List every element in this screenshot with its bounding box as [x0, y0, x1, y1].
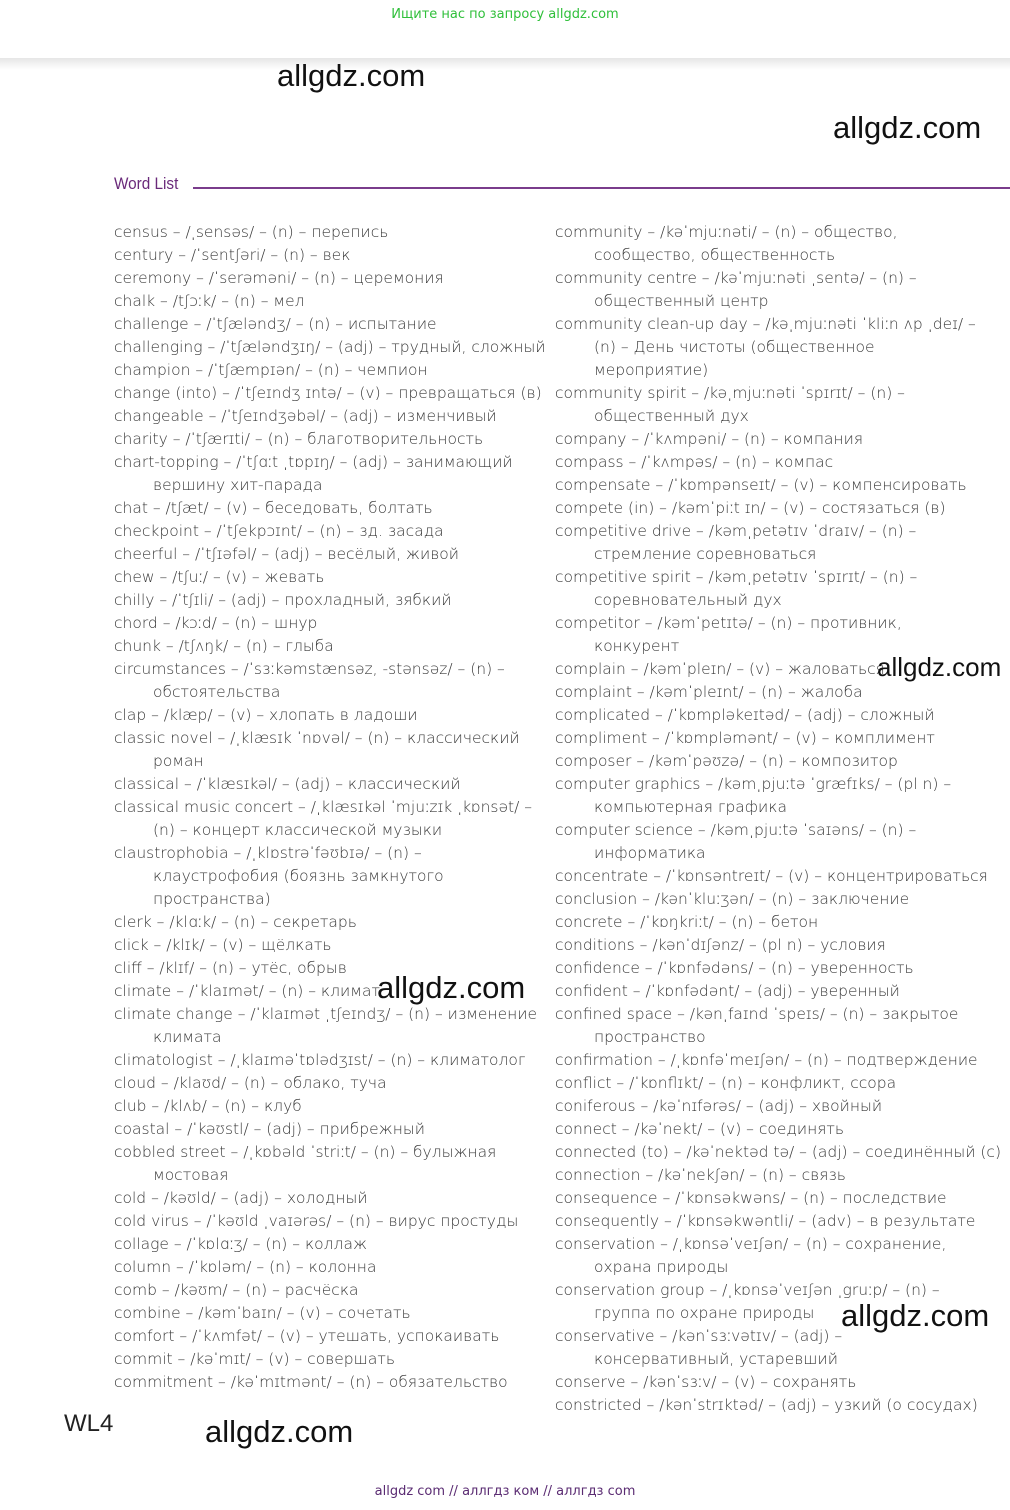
entry-line: community spirit – /kəˌmjuːnəti ˈspɪrɪt/ – (n) –: [555, 384, 905, 402]
word-entry: [555, 267, 985, 313]
entry-continuation: сообщество, общественность: [594, 246, 836, 264]
word-entry: [555, 750, 985, 773]
word-list-left-column: [114, 221, 546, 1394]
entry-line: consequence – /ˈkɒnsəkwəns/ – (n) – последствие: [555, 1189, 947, 1207]
entry-line: confirmation – /ˌkɒnfəˈmeɪʃən/ – (n) – подтверждение: [555, 1051, 978, 1069]
entry-line: confidence – /ˈkɒnfədəns/ – (n) – уверенность: [555, 959, 914, 977]
word-entry: [555, 1072, 985, 1095]
word-entry: [555, 1049, 985, 1072]
entry-line: club – /klʌb/ – (n) – клуб: [114, 1097, 302, 1115]
entry-line: circumstances – /ˈsɜːkəmstænsəz, -stənsəz/ – (n) –: [114, 660, 505, 678]
word-entry: [114, 290, 524, 313]
word-entry: [114, 796, 532, 842]
entry-line: charity – /ˈtʃærɪti/ – (n) – благотворительность: [114, 430, 484, 448]
word-entry: [114, 359, 524, 382]
entry-line: chew – /tʃuː/ – (v) – жевать: [114, 568, 325, 586]
entry-line: connected (to) – /kəˈnektəd tə/ – (adj) – соединённый (с): [555, 1143, 1001, 1161]
entry-line: column – /ˈkɒləm/ – (n) – колонна: [114, 1258, 377, 1276]
entry-line: century – /ˈsentʃəri/ – (n) – век: [114, 246, 351, 264]
entry-line: claustrophobia – /ˌklɒstrəˈfəʊbɪə/ – (n) –: [114, 844, 422, 862]
section-rule: [193, 187, 1010, 189]
word-entry: [555, 888, 985, 911]
word-entry: [114, 934, 524, 957]
section-title: Word List: [114, 174, 179, 193]
entry-continuation: пространства): [153, 890, 271, 908]
word-entry: [114, 1118, 524, 1141]
word-entry: [114, 1302, 524, 1325]
entry-continuation: обстоятельства: [153, 683, 281, 701]
entry-continuation: соревновательный дух: [594, 591, 782, 609]
entry-continuation: (n) – концерт классической музыки: [153, 821, 443, 839]
word-entry: [555, 773, 985, 819]
word-entry: [114, 1348, 524, 1371]
word-entry: [555, 382, 985, 428]
watermark: allgdz.com: [205, 1414, 354, 1449]
entry-line: change (into) – /ˈtʃeɪndʒ ɪntə/ – (v) – превращаться (в): [114, 384, 542, 402]
entry-line: compete (in) – /kəmˈpiːt ɪn/ – (v) – состязаться (в): [555, 499, 946, 517]
word-entry: [555, 1187, 985, 1210]
word-entry: [114, 1256, 524, 1279]
entry-line: conserve – /kənˈsɜːv/ – (v) – сохранять: [555, 1373, 857, 1391]
word-entry: [114, 773, 524, 796]
entry-continuation: группа по охране природы: [594, 1304, 815, 1322]
word-entry: [114, 520, 524, 543]
word-entry: [555, 1164, 985, 1187]
entry-line: cold virus – /ˈkəʊld ˌvaɪərəs/ – (n) – вирус простуды: [114, 1212, 519, 1230]
word-entry: [114, 589, 524, 612]
word-entry: [555, 727, 985, 750]
entry-line: clerk – /klɑːk/ – (n) – секретарь: [114, 913, 357, 931]
entry-line: challenge – /ˈtʃæləndʒ/ – (n) – испытание: [114, 315, 437, 333]
entry-line: conservation – /ˌkɒnsəˈveɪʃən/ – (n) – сохранение,: [555, 1235, 947, 1253]
word-entry: [114, 842, 524, 911]
entry-line: chunk – /tʃʌŋk/ – (n) – глыба: [114, 637, 334, 655]
word-entry: [114, 336, 546, 359]
entry-line: concentrate – /ˈkɒnsəntreɪt/ – (v) – концентрироваться: [555, 867, 988, 885]
entry-line: conservative – /kənˈsɜːvətɪv/ – (adj) –: [555, 1327, 843, 1345]
entry-line: compensate – /ˈkɒmpənseɪt/ – (v) – компенсировать: [555, 476, 967, 494]
word-entry: [114, 451, 524, 497]
entry-line: complicated – /ˈkɒmpləkeɪtəd/ – (adj) – сложный: [555, 706, 935, 724]
watermark: allgdz.com: [877, 652, 1002, 682]
word-entry: [555, 1210, 985, 1233]
entry-line: census – /ˌsensəs/ – (n) – перепись: [114, 223, 389, 241]
entry-continuation: консервативный, устаревший: [594, 1350, 838, 1368]
word-entry: [114, 1072, 524, 1095]
watermark: allgdz.com: [841, 1298, 990, 1333]
word-entry: [114, 221, 524, 244]
entry-line: cold – /kəʊld/ – (adj) – холодный: [114, 1189, 368, 1207]
entry-line: connection – /kəˈnekʃən/ – (n) – связь: [555, 1166, 846, 1184]
entry-line: champion – /ˈtʃæmpɪən/ – (n) – чемпион: [114, 361, 428, 379]
entry-line: community – /kəˈmjuːnəti/ – (n) – общество,: [555, 223, 898, 241]
footer-links[interactable]: allgdz com // аллгдз ком // аллгдз com: [374, 1484, 636, 1499]
entry-continuation: общественный центр: [594, 292, 769, 310]
entry-line: connect – /kəˈnekt/ – (v) – соединять: [555, 1120, 845, 1138]
word-entry: [555, 911, 985, 934]
word-entry: [555, 1003, 985, 1049]
entry-continuation: мостовая: [153, 1166, 229, 1184]
word-entry: [555, 980, 985, 1003]
entry-line: coniferous – /kəˈnɪfərəs/ – (adj) – хвойный: [555, 1097, 883, 1115]
entry-line: computer science – /kəmˌpjuːtə ˈsaɪəns/ – (n) –: [555, 821, 917, 839]
entry-continuation: роман: [153, 752, 204, 770]
word-entry: [114, 635, 524, 658]
word-entry: [114, 428, 524, 451]
entry-line: cloud – /klaʊd/ – (n) – облако, туча: [114, 1074, 387, 1092]
entry-continuation: компьютерная графика: [594, 798, 787, 816]
entry-continuation: климата: [153, 1028, 222, 1046]
entry-continuation: охрана природы: [594, 1258, 729, 1276]
word-entry: [114, 313, 524, 336]
word-entry: [555, 1371, 985, 1394]
banner-divider: [0, 58, 1010, 70]
entry-line: commitment – /kəˈmɪtmənt/ – (n) – обязательство: [114, 1373, 508, 1391]
entry-line: compass – /ˈkʌmpəs/ – (n) – компас: [555, 453, 834, 471]
entry-continuation: конкурент: [594, 637, 680, 655]
word-entry: [555, 957, 985, 980]
entry-line: chart-topping – /ˈtʃɑːt ˌtɒpɪŋ/ – (adj) – занимающий: [114, 453, 513, 471]
entry-line: company – /ˈkʌmpəni/ – (n) – компания: [555, 430, 864, 448]
word-entry: [114, 267, 524, 290]
entry-continuation: мероприятие): [594, 361, 709, 379]
word-entry: [555, 566, 985, 612]
word-entry: [114, 1141, 524, 1187]
word-entry: [114, 1187, 524, 1210]
entry-line: compliment – /ˈkɒmpləmənt/ – (v) – комплимент: [555, 729, 935, 747]
entry-line: classical – /ˈklæsɪkəl/ – (adj) – классический: [114, 775, 461, 793]
word-entry: [555, 497, 985, 520]
entry-line: clap – /klæp/ – (v) – хлопать в ладоши: [114, 706, 418, 724]
word-list-right-column: [555, 221, 1001, 1417]
word-entry: [555, 474, 985, 497]
entry-line: chord – /kɔːd/ – (n) – шнур: [114, 614, 318, 632]
entry-line: cliff – /klɪf/ – (n) – утёс, обрыв: [114, 959, 347, 977]
entry-line: complain – /kəmˈpleɪn/ – (v) – жаловаться: [555, 660, 885, 678]
entry-line: consequently – /ˈkɒnsəkwəntli/ – (adv) – в результате: [555, 1212, 976, 1230]
word-entry: [114, 1233, 524, 1256]
entry-continuation: стремление соревноваться: [594, 545, 817, 563]
entry-line: combine – /kəmˈbaɪn/ – (v) – сочетать: [114, 1304, 411, 1322]
word-entry: [114, 704, 524, 727]
word-entry: [114, 543, 524, 566]
word-entry: [555, 451, 985, 474]
word-entry: [114, 1049, 524, 1072]
entry-line: coastal – /ˈkəʊstl/ – (adj) – прибрежный: [114, 1120, 425, 1138]
entry-line: chalk – /tʃɔːk/ – (n) – мел: [114, 292, 305, 310]
entry-line: confined space – /kənˌfaɪnd ˈspeɪs/ – (n) – закрытое: [555, 1005, 959, 1023]
word-entry: [555, 704, 985, 727]
word-entry: [114, 1371, 524, 1394]
entry-continuation: информатика: [594, 844, 706, 862]
word-entry: [114, 405, 524, 428]
entry-line: conservation group – /ˌkɒnsəˈveɪʃən ˌgruːp/ – (n) –: [555, 1281, 940, 1299]
entry-continuation: пространство: [594, 1028, 706, 1046]
entry-line: concrete – /ˈkɒŋkriːt/ – (n) – бетон: [555, 913, 819, 931]
word-entry: [114, 1279, 524, 1302]
entry-line: cheerful – /ˈtʃɪəfəl/ – (adj) – весёлый, живой: [114, 545, 459, 563]
word-entry: [555, 865, 988, 888]
entry-line: composer – /kəmˈpəʊzə/ – (n) – композитор: [555, 752, 898, 770]
entry-line: collage – /ˈkɒlɑːʒ/ – (n) – коллаж: [114, 1235, 368, 1253]
word-entry: [114, 1325, 524, 1348]
entry-line: confident – /ˈkɒnfədənt/ – (adj) – уверенный: [555, 982, 900, 1000]
word-entry: [555, 1141, 1001, 1164]
word-entry: [555, 1118, 985, 1141]
word-entry: [114, 382, 542, 405]
word-entry: [114, 911, 524, 934]
entry-line: community clean-up day – /kəˌmjuːnəti ˈkliːn ʌp ˌdeɪ/ –: [555, 315, 976, 333]
word-entry: [114, 497, 524, 520]
word-entry: [114, 566, 524, 589]
entry-line: commit – /kəˈmɪt/ – (v) – совершать: [114, 1350, 395, 1368]
entry-line: climatologist – /ˌklaɪməˈtɒlədʒɪst/ – (n) – климатолог: [114, 1051, 526, 1069]
top-banner: [0, 0, 1010, 58]
word-entry: [114, 658, 524, 704]
entry-line: competitive spirit – /kəmˌpetətɪv ˈspɪrɪt/ – (n) –: [555, 568, 918, 586]
entry-continuation: (n) – День чистоты (общественное: [594, 338, 875, 356]
word-entry: [114, 1210, 524, 1233]
entry-line: ceremony – /ˈserəməni/ – (n) – церемония: [114, 269, 444, 287]
entry-line: challenging – /ˈtʃæləndʒɪŋ/ – (adj) – трудный, сложный: [114, 338, 546, 356]
entry-line: classic novel – /ˌklæsɪk ˈnɒvəl/ – (n) – классический: [114, 729, 520, 747]
watermark: allgdz.com: [833, 110, 982, 145]
word-entry: [555, 1095, 985, 1118]
banner-text[interactable]: Ищите нас по запросу allgdz.com: [391, 7, 619, 22]
entry-line: competitor – /kəmˈpetɪtə/ – (n) – противник,: [555, 614, 902, 632]
word-entry: [555, 681, 985, 704]
entry-line: computer graphics – /kəmˌpjuːtə ˈgræfɪks/ – (pl n) –: [555, 775, 952, 793]
entry-line: chat – /tʃæt/ – (v) – беседовать, болтать: [114, 499, 433, 517]
entry-line: conflict – /ˈkɒnflɪkt/ – (n) – конфликт, ссора: [555, 1074, 897, 1092]
entry-line: community centre – /kəˈmjuːnəti ˌsentə/ – (n) –: [555, 269, 917, 287]
word-entry: [114, 727, 524, 773]
entry-line: climate – /ˈklaɪmət/ – (n) – климат: [114, 982, 380, 1000]
entry-line: comb – /kəʊm/ – (n) – расчёска: [114, 1281, 359, 1299]
watermark: allgdz.com: [377, 970, 526, 1005]
entry-line: complaint – /kəmˈpleɪnt/ – (n) – жалоба: [555, 683, 863, 701]
word-entry: [114, 1095, 524, 1118]
entry-line: checkpoint – /ˈtʃekpɔɪnt/ – (n) – зд. засада: [114, 522, 444, 540]
word-entry: [114, 1003, 538, 1049]
word-entry: [555, 1394, 985, 1417]
word-entry: [555, 520, 985, 566]
word-entry: [555, 934, 985, 957]
entry-line: changeable – /ˈtʃeɪndʒəbəl/ – (adj) – изменчивый: [114, 407, 497, 425]
word-entry: [555, 313, 985, 382]
word-entry: [555, 819, 985, 865]
entry-line: conclusion – /kənˈkluːʒən/ – (n) – заключение: [555, 890, 910, 908]
entry-line: competitive drive – /kəmˌpetətɪv ˈdraɪv/ – (n) –: [555, 522, 917, 540]
entry-line: chilly – /ˈtʃɪli/ – (adj) – прохладный, зябкий: [114, 591, 452, 609]
word-entry: [114, 244, 524, 267]
entry-line: click – /klɪk/ – (v) – щёлкать: [114, 936, 332, 954]
entry-line: classical music concert – /ˌklæsɪkəl ˈmjuːzɪk ˌkɒnsət/ –: [114, 798, 532, 816]
page-number: WL4: [64, 1410, 114, 1437]
word-entry: [555, 1233, 985, 1279]
entry-continuation: общественный дух: [594, 407, 749, 425]
entry-line: climate change – /ˈklaɪmət ˌtʃeɪndʒ/ – (n) – изменение: [114, 1005, 538, 1023]
watermark: allgdz.com: [277, 58, 426, 93]
entry-line: comfort – /ˈkʌmfət/ – (v) – утешать, успокаивать: [114, 1327, 500, 1345]
word-entry: [555, 221, 985, 267]
word-entry: [114, 612, 524, 635]
entry-line: constricted – /kənˈstrɪktəd/ – (adj) – узкий (о сосудах): [555, 1396, 978, 1414]
word-entry: [555, 428, 985, 451]
entry-line: cobbled street – /ˌkɒbəld ˈstriːt/ – (n) – булыжная: [114, 1143, 497, 1161]
entry-line: conditions – /kənˈdɪʃənz/ – (pl n) – условия: [555, 936, 886, 954]
entry-continuation: клаустрофобия (боязнь замкнутого: [153, 867, 444, 885]
entry-continuation: вершину хит-парада: [153, 476, 323, 494]
